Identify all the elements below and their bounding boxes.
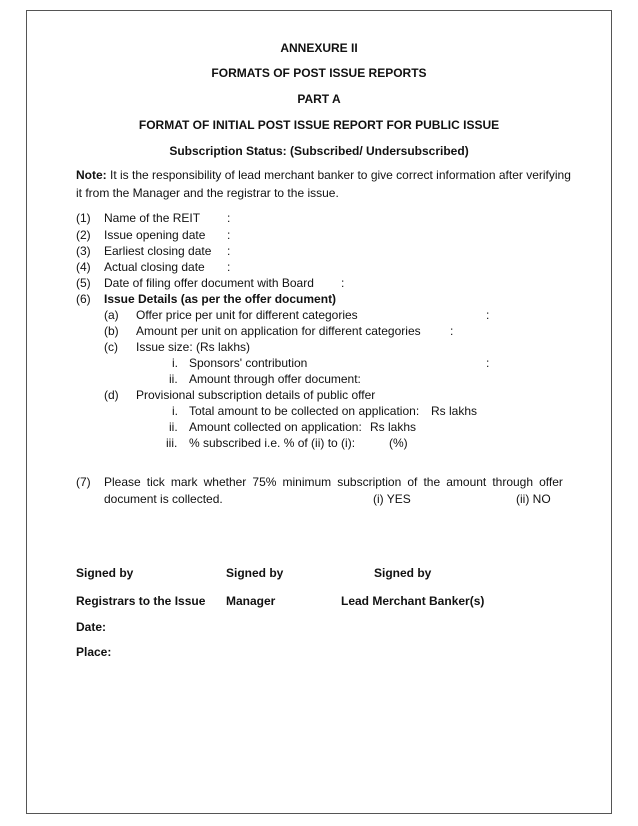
annexure-heading: ANNEXURE II <box>280 41 358 55</box>
signed-by-manager: Signed by <box>226 566 284 580</box>
item-num: (1) <box>76 211 91 225</box>
sub-label: Amount per unit on application for different categories <box>136 324 421 338</box>
item-num: (4) <box>76 260 91 274</box>
roman-colon: : <box>486 356 490 370</box>
lead-banker-label: Lead Merchant Banker(s) <box>341 594 485 608</box>
sub-colon: : <box>486 308 490 322</box>
issue-details-heading: Issue Details (as per the offer document) <box>104 292 337 306</box>
item-label: Earliest closing date <box>104 244 212 258</box>
roman-num: ii. <box>169 420 178 434</box>
note-line-2: it from the Manager and the registrar to the issue. <box>76 186 339 200</box>
item-label: Issue opening date <box>104 228 206 242</box>
roman-unit: Rs lakhs <box>431 404 478 418</box>
item-label: Name of the REIT <box>104 211 201 225</box>
item-num: (3) <box>76 244 91 258</box>
sub-label: Offer price per unit for different categories <box>136 308 358 322</box>
item7-line-2: document is collected. <box>104 492 223 506</box>
item-label: Actual closing date <box>104 260 205 274</box>
item-num: (6) <box>76 292 91 306</box>
sub-colon: : <box>450 324 454 338</box>
roman-num: ii. <box>169 372 178 386</box>
roman-num: i. <box>172 404 178 418</box>
registrars-label: Registrars to the Issue <box>76 594 206 608</box>
roman-num: i. <box>172 356 178 370</box>
manager-label: Manager <box>226 594 276 608</box>
roman-unit: Rs lakhs <box>370 420 417 434</box>
date-label: Date: <box>76 620 107 634</box>
sub-num: (d) <box>104 388 119 402</box>
item-colon: : <box>341 276 345 290</box>
sub-label: Provisional subscription details of public offer <box>136 388 376 402</box>
item-num: (7) <box>76 475 91 489</box>
note-text-1: It is the responsibility of lead merchant banker to give correct information after verifying <box>110 168 571 182</box>
item-colon: : <box>227 211 231 225</box>
signed-by-registrar: Signed by <box>76 566 134 580</box>
note-line-1 <box>76 168 571 182</box>
item-num: (2) <box>76 228 91 242</box>
format-title: FORMAT OF INITIAL POST ISSUE REPORT FOR PUBLIC ISSUE <box>138 118 500 132</box>
roman-label: Sponsors' contribution <box>189 356 308 370</box>
no-option: (ii) NO <box>516 492 551 506</box>
yes-option: (i) YES <box>373 492 411 506</box>
signed-by-banker: Signed by <box>374 566 432 580</box>
roman-label: % subscribed i.e. % of (ii) to (i): <box>189 436 356 450</box>
item-colon: : <box>227 244 231 258</box>
part-heading: PART A <box>297 92 341 106</box>
roman-unit: (%) <box>389 436 408 450</box>
note-label: Note: <box>76 168 107 182</box>
sub-num: (b) <box>104 324 119 338</box>
subscription-status: Subscription Status: (Subscribed/ Undersubscribed) <box>169 144 469 158</box>
formats-heading: FORMATS OF POST ISSUE REPORTS <box>211 66 427 80</box>
sub-num: (c) <box>104 340 118 354</box>
roman-label: Amount through offer document: <box>189 372 361 386</box>
place-label: Place: <box>76 645 112 659</box>
roman-label: Total amount to be collected on application: <box>189 404 420 418</box>
item-colon: : <box>227 228 231 242</box>
item-num: (5) <box>76 276 91 290</box>
item7-line-1: Please tick mark whether 75% minimum subscription of the amount through offer <box>104 475 563 489</box>
sub-label: Issue size: (Rs lakhs) <box>136 340 251 354</box>
roman-num: iii. <box>166 436 178 450</box>
roman-label: Amount collected on application: <box>189 420 362 434</box>
item-colon: : <box>227 260 231 274</box>
item-label: Date of filing offer document with Board <box>104 276 314 290</box>
sub-num: (a) <box>104 308 119 322</box>
